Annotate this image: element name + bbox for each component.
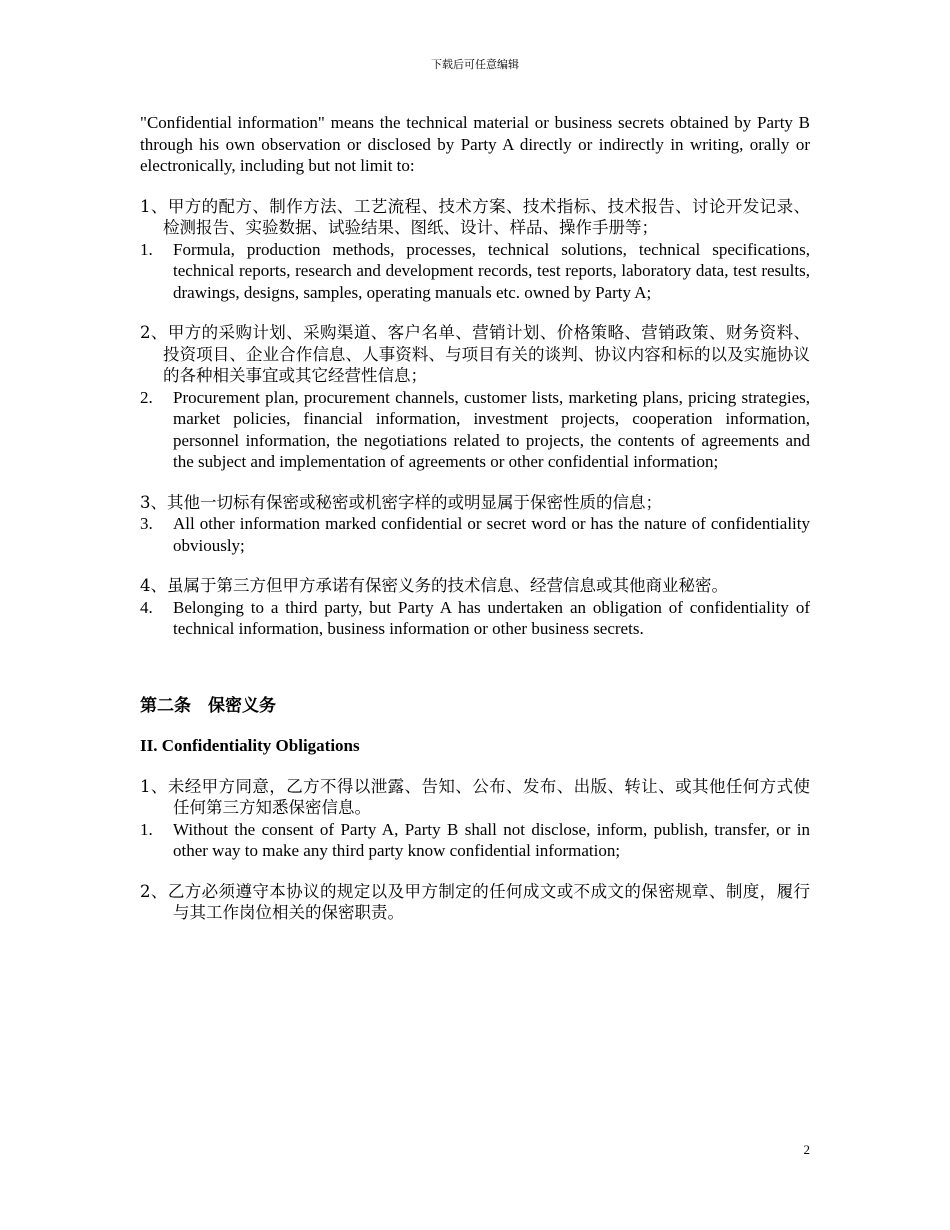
item-number: 2. [140,387,153,407]
item-3-english [140,513,810,556]
page-number: 2 [803,1142,810,1157]
item-text: Without the consent of Party A, Party B shall not disclose, inform, publish, transfer, or in other way to make any third party know confidential information; [173,819,810,860]
item-number: 4. [140,597,153,617]
document-body [140,112,810,924]
item-1-chinese: 1、甲方的配方、制作方法、工艺流程、技术方案、技术指标、技术报告、讨论开发记录、检测报告、实验数据、试验结果、图纸、设计、样品、操作手册等； [140,196,810,237]
item-text: Formula, production methods, processes, technical solutions, technical specifications, technical reports, research and development records, test reports, laboratory data, test results, drawings, designs, samples, operating manuals etc. owned by Party A; [173,239,810,302]
item-text: All other information marked confidential or secret word or has the nature of confidentiality obviously; [173,514,810,555]
item-2-english [140,387,810,473]
item-2-chinese: 2、甲方的采购计划、采购渠道、客户名单、营销计划、价格策略、营销政策、财务资料、投资项目、企业合作信息、人事资料、与项目有关的谈判、协议内容和标的以及实施协议的各种相关事宜或其它经营性信息； [140,323,810,385]
page-header: 下载后可任意编辑 [431,58,519,71]
obligation-1-english [140,819,810,862]
item-3-chinese: 3、其他一切标有保密或秘密或机密字样的或明显属于保密性质的信息； [140,492,662,512]
item-text: Procurement plan, procurement channels, customer lists, marketing plans, pricing strategies, market policies, financial information, investment projects, cooperation information, personnel information, the negotiations related to projects, the contents of agreements and the subject and implementation of agreements or other confidential information; [173,387,810,471]
obligation-1-chinese: 1、未经甲方同意，乙方不得以泄露、告知、公布、发布、出版、转让、或其他任何方式使任何第三方知悉保密信息。 [140,776,810,817]
item-number: 1. [140,819,153,839]
item-number: 3. [140,514,153,533]
item-number: 1. [140,239,153,259]
section-2-title-english: II. Confidentiality Obligations [140,736,360,755]
item-1-english [140,239,810,304]
intro-paragraph: "Confidential information" means the technical material or business secrets obtained by Party B through his own observation or disclosed by Party A directly or indirectly in writing, orally or electronically, including but not limit to: [140,113,810,175]
item-text: Belonging to a third party, but Party A has undertaken an obligation of confidentiality of technical information, business information or other business secrets. [173,597,810,638]
section-spacer [140,659,810,696]
item-4-english [140,597,810,640]
item-4-chinese: 4、虽属于第三方但甲方承诺有保密义务的技术信息、经营信息或其他商业秘密。 [140,576,728,595]
obligation-2-chinese: 2、乙方必须遵守本协议的规定以及甲方制定的任何成文或不成文的保密规章、制度，履行与其工作岗位相关的保密职责。 [140,881,810,922]
section-2-title-chinese: 第二条 保密义务 [140,695,276,716]
